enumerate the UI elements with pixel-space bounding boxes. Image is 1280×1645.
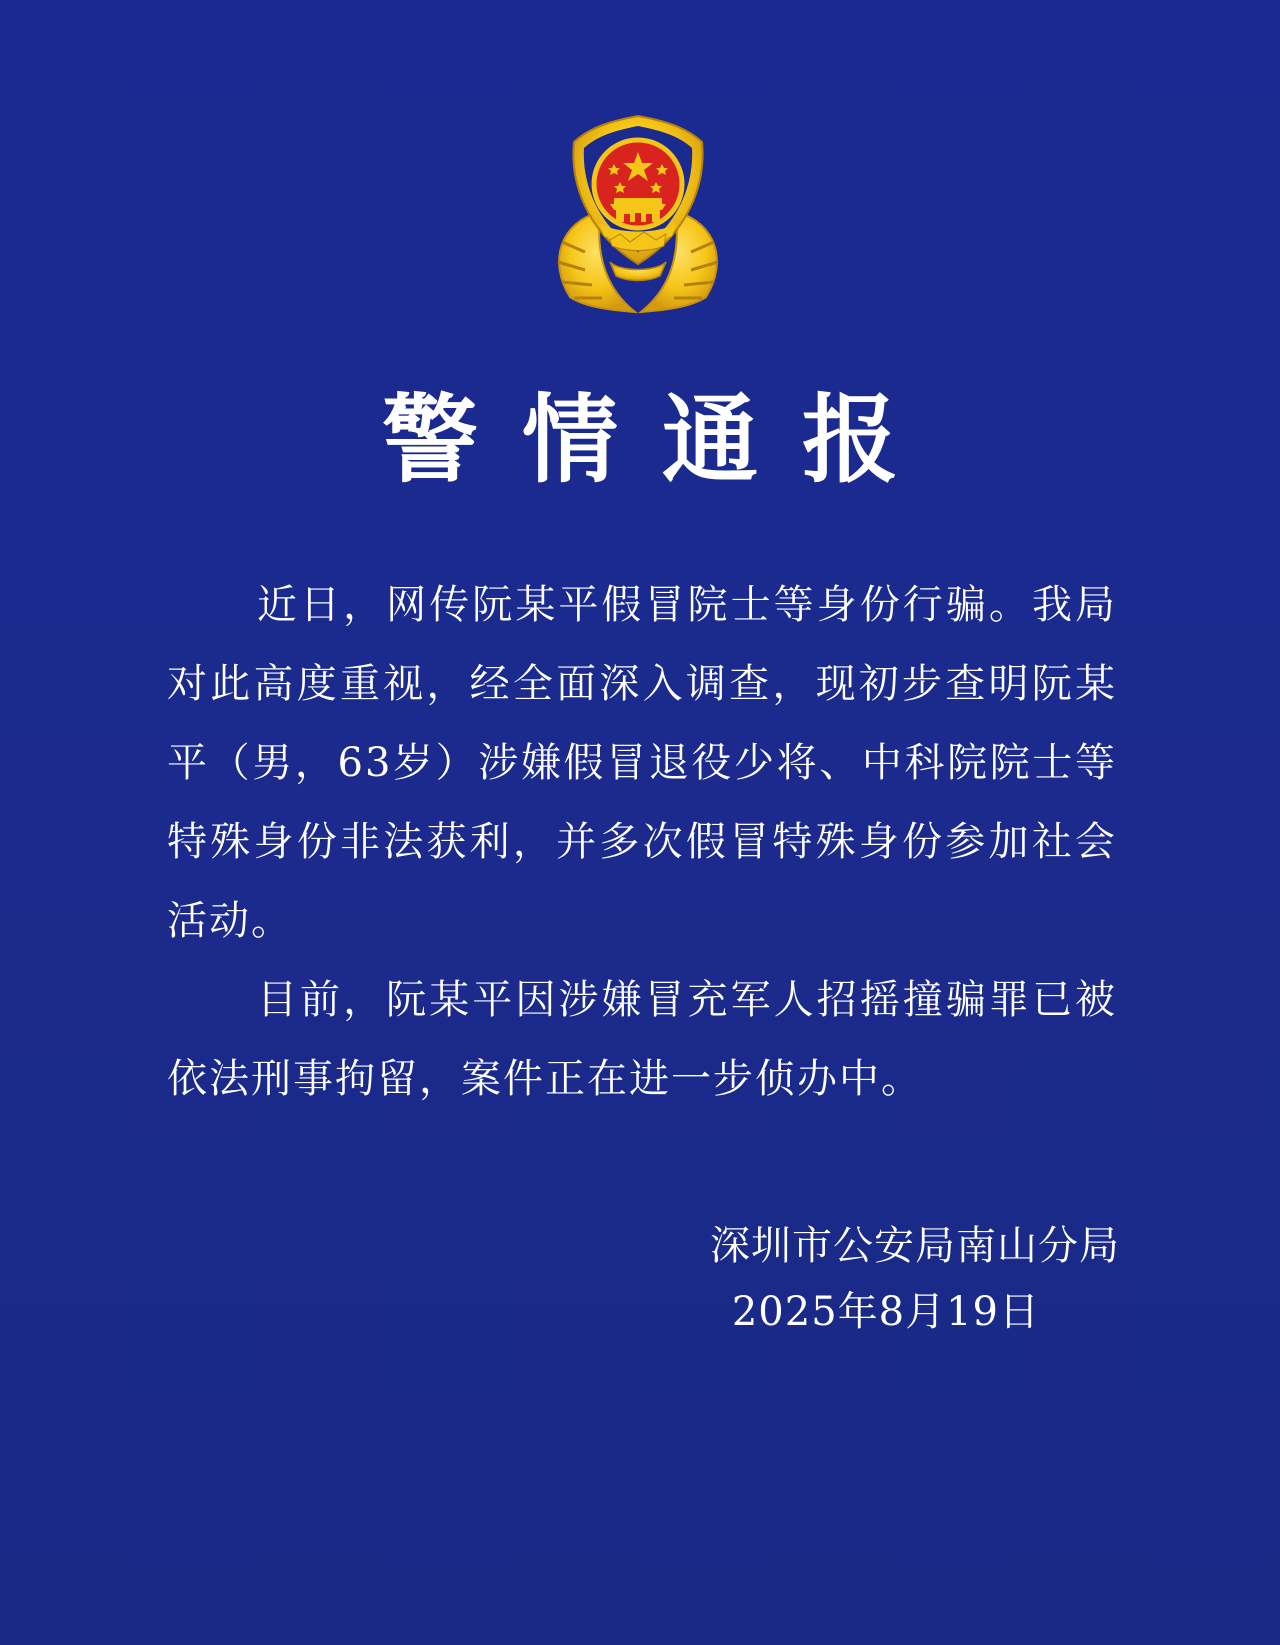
notice-signature [600, 1218, 1120, 1340]
notice-paragraph: 目前，阮某平因涉嫌冒充军人招摇撞骗罪已被依法刑事拘留，案件正在进一步侦办中。 [167, 977, 1117, 1102]
notice-body [167, 566, 1117, 1119]
notice-title: 警情通报 [382, 383, 942, 496]
issuer-name: 深圳市公安局南山分局 [710, 1223, 1120, 1269]
police-emblem-icon [540, 112, 736, 316]
notice-paragraph: 近日，网传阮某平假冒院士等身份行骗。我局对此高度重视，经全面深入调查，现初步查明阮某平（男，63岁）涉嫌假冒退役少将、中科院院士等特殊身份非法获利，并多次假冒特殊身份参加社会活动。 [167, 582, 1117, 944]
issue-date: 2025年8月19日 [731, 1289, 1040, 1335]
